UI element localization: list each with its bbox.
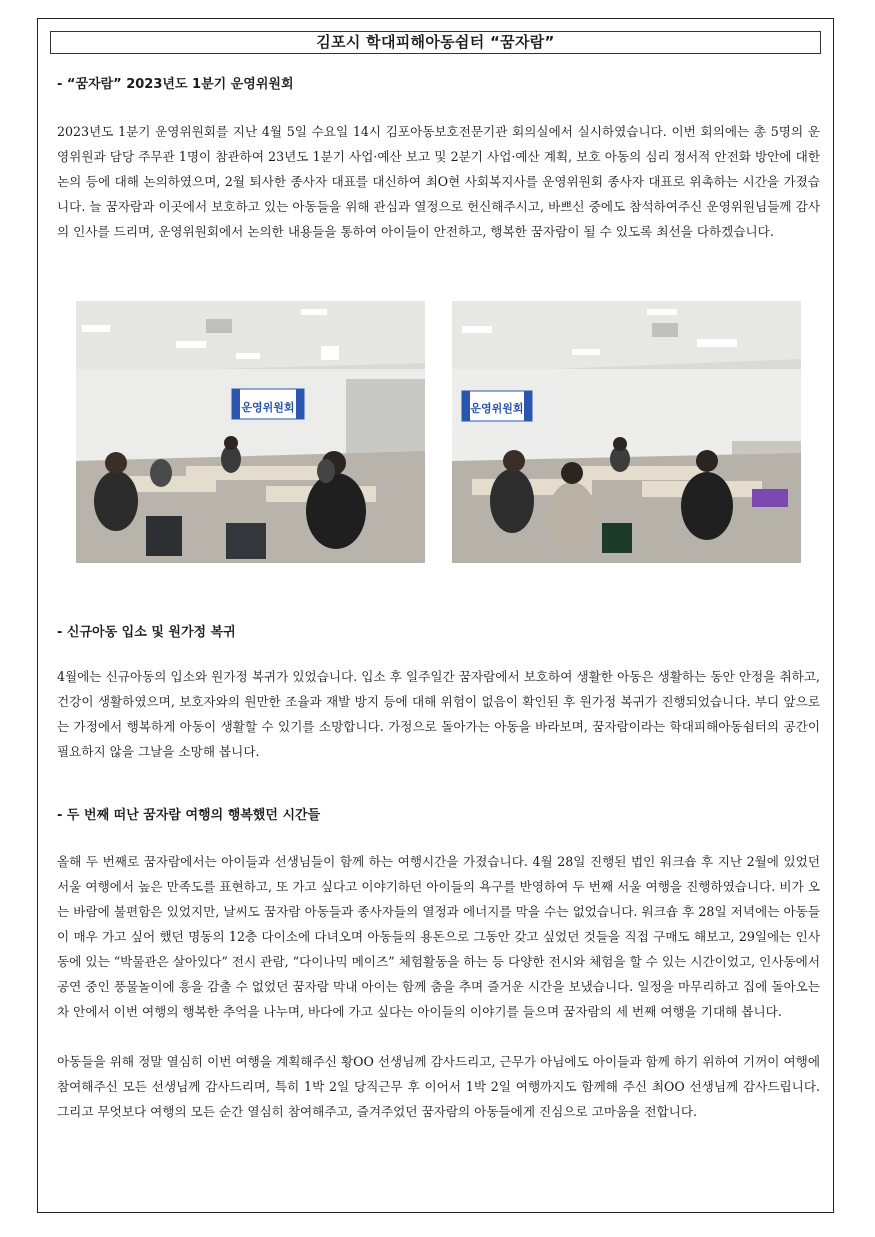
page-border: [37, 18, 834, 1213]
section-1-heading: - “꿈자람” 2023년도 1분기 운영위원회: [57, 77, 294, 92]
banner-text-1: 운영위원회: [241, 401, 295, 414]
meeting-photo-left: [76, 301, 425, 563]
banner-text-2: 운영위원회: [470, 402, 524, 415]
section-1-body: 2023년도 1분기 운영위원회를 지난 4월 5일 수요일 14시 김포아동보호전문기관 회의실에서 실시하였습니다. 이번 회의에는 총 5명의 운영위원과 담당 주무관 1명이 참관하여 23년도 1분기 사업·예산 보고 및 2분기 사업·예산 계획, 보호 아동의 심리 정서적 안전화 방안에 대한 논의 등에 대해 논의하였으며, 2월 퇴사한 종사자 대표를 대신하여 최O현 사회복지사를 운영위원회 종사자 대표로 위촉하는 시간을 가졌습니다. 늘 꿈자람과 이곳에서 보호하고 있는 아동들을 위해 관심과 열정으로 헌신해주시고, 바쁘신 중에도 참석하여주신 운영위원님들께 감사의 인사를 드리며, 운영위원회에서 논의한 내용들을 통하여 아이들이 안전하고, 행복한 꿈자람이 될 수 있도록 최선을 다하겠습니다.: [57, 124, 820, 239]
meeting-photo-right: [452, 301, 801, 563]
document-title: 김포시 학대피해아동쉼터 “꿈자람”: [50, 31, 821, 54]
section-2-body: 4월에는 신규아동의 입소와 원가정 복귀가 있었습니다. 입소 후 일주일간 꿈자람에서 보호하여 생활한 아동은 생활하는 동안 안정을 취하고, 건강이 생활하였으며, 보호자와의 원만한 조율과 재발 방지 등에 대해 위험이 없음이 확인된 후 원가정 복귀가 진행되었습니다. 부디 앞으로는 가정에서 행복하게 아동이 생활할 수 있기를 소망합니다. 가정으로 돌아가는 아동을 바라보며, 꿈자람이라는 학대피해아동쉼터의 공간이 필요하지 않을 그날을 소망해 봅니다.: [57, 669, 820, 759]
section-3-body: 올해 두 번째로 꿈자람에서는 아이들과 선생님들이 함께 하는 여행시간을 가졌습니다. 4월 28일 진행된 법인 워크숍 후 지난 2월에 있었던 서울 여행에서 높은 만족도를 표현하고, 또 가고 싶다고 이야기하던 아이들의 욕구를 반영하여 두 번째 서울 여행을 진행하였습니다. 비가 오는 바람에 불편함은 있었지만, 날씨도 꿈자람 아동들과 종사자들의 열정과 에너지를 막을 수는 없었습니다. 워크숍 후 28일 저녁에는 아동들이 매우 가고 싶어 했던 명동의 12층 다이소에 다녀오며 아동들의 용돈으로 그동안 갖고 싶었던 것들을 직접 구매도 해보고, 29일에는 인사동에 있는 “박물관은 살아있다” 전시 관람, “다이나믹 메이즈” 체험활동을 하는 등 다양한 전시와 체험을 할 수 있는 시간이었고, 인사동에서 공연 중인 풍물놀이에 흥을 감출 수 없었던 꿈자람 막내 아이는 함께 춤을 추며 즐거운 시간을 보냈습니다. 일정을 마무리하고 집에 돌아오는 차 안에서 이번 여행의 행복한 추억을 나누며, 바다에 가고 싶다는 아이들의 이야기를 들으며 꿈자람의 세 번째 여행을 기대해 봅니다.: [57, 854, 820, 1019]
section-2-heading: - 신규아동 입소 및 원가정 복귀: [57, 625, 236, 640]
section-3-body-2: 아동들을 위해 정말 열심히 이번 여행을 계획해주신 황OO 선생님께 감사드리고, 근무가 아님에도 아이들과 함께 하기 위하여 기꺼이 여행에 참여해주신 모든 선생님께 감사드리며, 특히 1박 2일 당직근무 후 이어서 1박 2일 여행까지도 함께해 주신 최OO 선생님께 감사드립니다. 그리고 무엇보다 여행의 모든 순간 열심히 참여해주고, 즐겨주었던 꿈자람의 아동들에게 진심으로 고마움을 전합니다.: [57, 1054, 820, 1119]
section-3-heading: - 두 번째 떠난 꿈자람 여행의 행복했던 시간들: [57, 808, 321, 823]
